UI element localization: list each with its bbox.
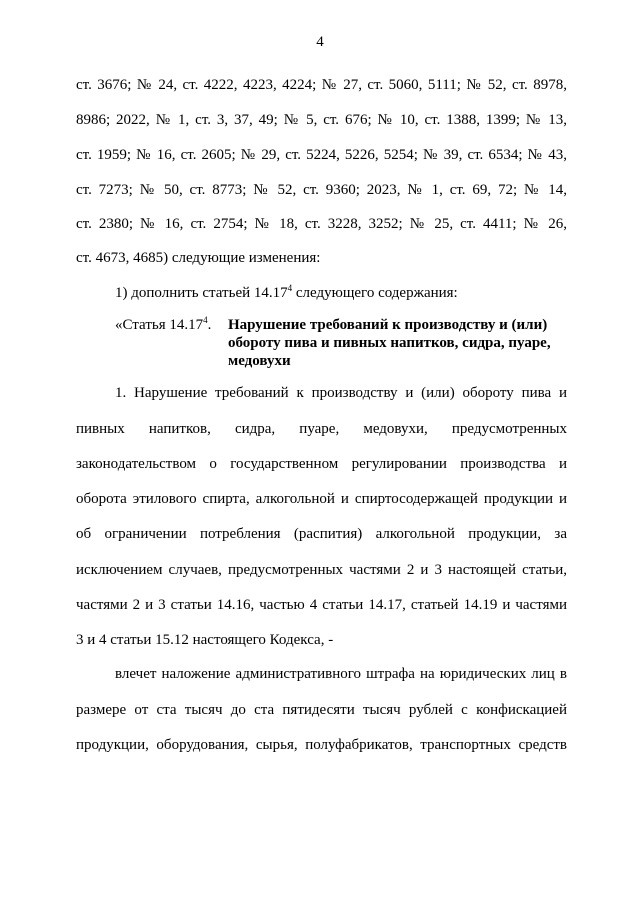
item1-text-after: следующего содержания: [292, 285, 458, 301]
part1-line-6: исключением случаев, предусмотренных частями 2 и 3 настоящей статьи, [76, 562, 567, 578]
article-title: Нарушение требований к производству и (или) обороту пива и пивных напитков, сидра, пуаре, медовухи [228, 317, 551, 369]
item1-text-before: 1) дополнить статьей 14.17 [115, 285, 288, 301]
article-label-text: «Статья 14.17 [115, 317, 204, 333]
intro-line-2: 8986; 2022, № 1, ст. 3, 37, 49; № 5, ст. 676; № 10, ст. 1388, 1399; № 13, [76, 112, 567, 128]
intro-line-6: ст. 4673, 4685) следующие изменения: [76, 250, 321, 266]
article-label-sup: 4 [203, 315, 208, 325]
intro-line-4: ст. 7273; № 50, ст. 8773; № 52, ст. 9360; 2023, № 1, ст. 69, 72; № 14, [76, 182, 567, 198]
part1-line-4: оборота этилового спирта, алкогольной и спиртосодержащей продукции и [76, 491, 567, 507]
part1-line-8: 3 и 4 статьи 15.12 настоящего Кодекса, - [76, 632, 334, 648]
penalty-line-1: влечет наложение административного штрафа на юридических лиц в [115, 666, 567, 682]
part1-line-2: пивных напитков, сидра, пуаре, медовухи, предусмотренных [76, 421, 567, 437]
page-number: 4 [316, 34, 324, 50]
intro-line-3: ст. 1959; № 16, ст. 2605; № 29, ст. 5224, 5226, 5254; № 39, ст. 6534; № 43, [76, 147, 567, 163]
part1-line-7: частями 2 и 3 статьи 14.16, частью 4 статьи 14.17, статьей 14.19 и частями [76, 597, 567, 613]
part1-line-5: об ограничении потребления (распития) алкогольной продукции, за [76, 526, 567, 542]
article-label [115, 316, 211, 334]
part1-line-1: 1. Нарушение требований к производству и (или) обороту пива и [115, 385, 567, 401]
penalty-line-3: продукции, оборудования, сырья, полуфабрикатов, транспортных средств [76, 737, 567, 753]
intro-line-5: ст. 2380; № 16, ст. 2754; № 18, ст. 3228, 3252; № 25, ст. 4411; № 26, [76, 216, 567, 232]
part1-line-3: законодательством о государственном регулировании производства и [76, 456, 567, 472]
intro-line-1: ст. 3676; № 24, ст. 4222, 4223, 4224; № 27, ст. 5060, 5111; № 52, ст. 8978, [76, 77, 567, 93]
article-label-dot: . [207, 317, 212, 333]
penalty-line-2: размере от ста тысяч до ста пятидесяти тысяч рублей с конфискацией [76, 702, 567, 718]
amendment-item-1 [115, 284, 567, 302]
item1-sup: 4 [287, 283, 293, 293]
